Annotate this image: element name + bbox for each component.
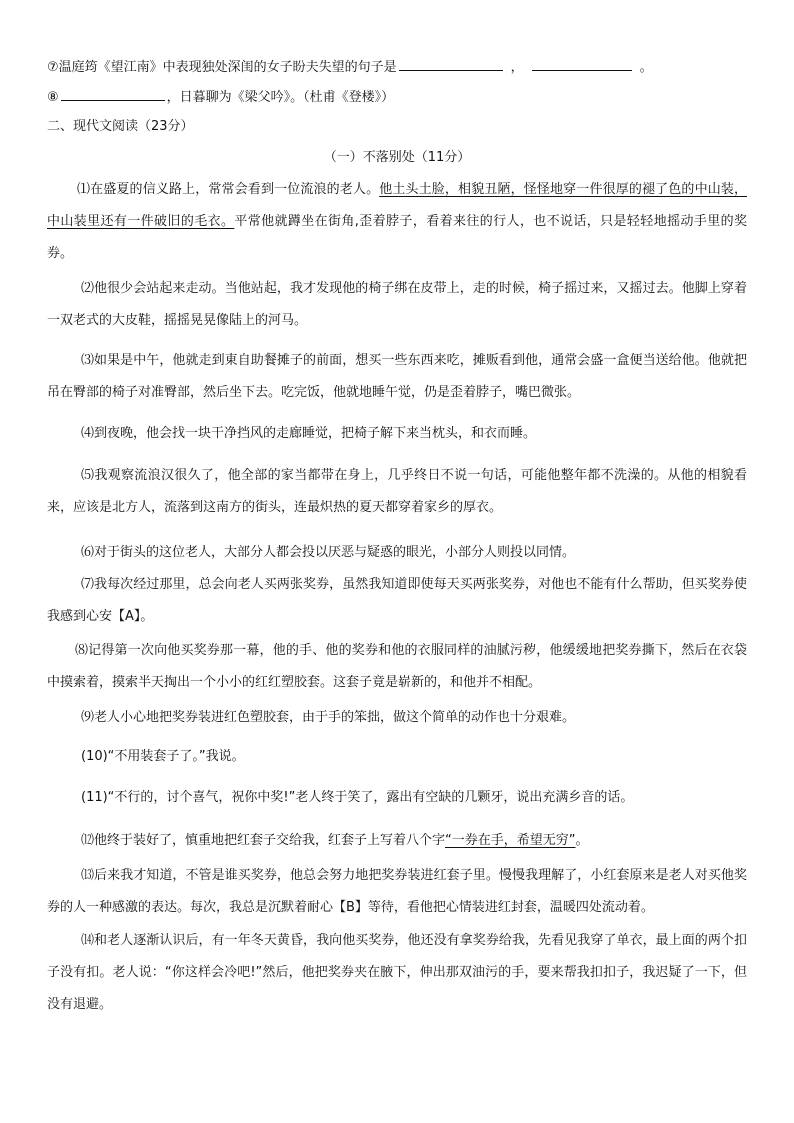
question-7-text: ⑦温庭筠《望江南》中表现独处深闺的女子盼夫失望的句子是 (47, 60, 397, 75)
passage-title: （一）不落别处（11分） (323, 150, 471, 165)
paragraph-7: ⑺我每次经过那里，总会向老人买两张奖券，虽然我知道即使每天买两张奖券，对他也不能有什么帮助，但买奖券使我感到心安【A】。 (47, 577, 747, 624)
paragraph-13: ⒀后来我才知道，不管是谁买奖券，他总会努力地把奖券装进红套子里。慢慢我理解了，小红套原来是老人对买他奖券的人一种感激的表达。每次，我总是沉默着耐心【B】等待，看他把心情装进红封套，温暖四处流动着。 (47, 868, 747, 915)
paragraph-6: ⑹对于街头的这位老人，大部分人都会投以厌恶与疑惑的眼光，小部分人则投以同情。 (81, 545, 576, 560)
answer-blank-8[interactable] (61, 88, 165, 101)
paragraph-1 (47, 174, 747, 270)
paragraph-2: ⑵他很少会站起来走动。当他站起，我才发现他的椅子绑在皮带上，走的时候，椅子摇过来，又摇过去。他脚上穿着一双老式的大皮鞋，摇摇晃晃像陆上的河马。 (47, 281, 747, 328)
section-heading: 二、现代文阅读（23分） (47, 119, 194, 134)
paragraph-14: ⒁和老人逐渐认识后，有一年冬天黄昏，我向他买奖券，他还没有拿奖券给我，先看见我穿了单衣，最上面的两个扣子没有扣。老人说：“你这样会冷吧!”然后，他把奖券夹在腋下，伸出那双油污的手，要来帮我扣扣子，我迟疑了一下，但没有退避。 (47, 933, 747, 1012)
paragraph-3: ⑶如果是中午，他就走到東自助餐摊子的前面，想买一些东西来吃，摊贩看到他，通常会盛一盒便当送给他。他就把吊在臀部的椅子对准臀部，然后坐下去。吃完饭，他就地睡午觉，仍是歪着脖子，嘴巴微张。 (47, 353, 747, 400)
answer-blank-7a[interactable] (399, 58, 503, 71)
question-8 (47, 88, 394, 106)
paragraph-1-rest: 平常他就蹲坐在街角,歪着脖子，看着来往的行人，也不说话，只是轻轻地摇动手里的奖券。 (47, 214, 747, 261)
paragraph-12-end: 。 (575, 833, 589, 848)
paragraph-10: (10)“不用装套子了。”我说。 (81, 749, 245, 764)
question-8-text: ，日暮聊为《梁父吟》。（杜甫《登楼》） (166, 90, 395, 105)
question-7 (47, 58, 653, 76)
paragraph-1-lead: ⑴在盛夏的信义路上，常常会看到一位流浪的老人。 (77, 182, 380, 197)
paragraph-12-quote: “一券在手，希望无穷” (445, 833, 576, 848)
paragraph-12-lead: ⑿他终于装好了，慎重地把红套子交给我，红套子上写着八个字 (81, 833, 446, 848)
question-8-number: ⑧ (47, 90, 59, 105)
paragraph-11: (11)“不行的，讨个喜气，祝你中奖!”老人终于笑了，露出有空缺的几颗牙，说出充满乡音的话。 (81, 790, 634, 805)
paragraph-5: ⑸我观察流浪汉很久了，他全部的家当都带在身上，几乎终日不说一句话，可能他整年都不洗澡的。从他的相貌看来，应该是北方人，流落到这南方的街头，连最炽热的夏天都穿着家乡的厚衣。 (47, 468, 747, 515)
paragraph-1-underlined: 他土头土脸，相貌丑陋，怪怪地穿一件很厚的褪了色的中山装，中山装里还有一件破旧的毛衣。 (47, 182, 747, 229)
answer-blank-7b[interactable] (532, 58, 632, 71)
paragraph-4: ⑷到夜晚，他会找一块干净挡风的走廊睡觉，把椅子解下来当枕头，和衣而睡。 (81, 426, 537, 441)
paragraph-8: ⑻记得第一次向他买奖券那一幕，他的手、他的奖券和他的衣服同样的油腻污秽，他缓缓地把奖券撕下，然后在衣袋中摸索着，摸索半天掏出一个小小的红红塑胶套。这套子竟是崭新的，和他并不相配。 (47, 643, 747, 690)
question-7-separator: ， (510, 60, 524, 75)
question-7-end: 。 (639, 60, 653, 75)
paragraph-9: ⑼老人小心地把奖券装进红色塑胶套，由于手的笨拙，做这个简单的动作也十分艰难。 (81, 710, 576, 725)
paragraph-12 (47, 825, 747, 857)
